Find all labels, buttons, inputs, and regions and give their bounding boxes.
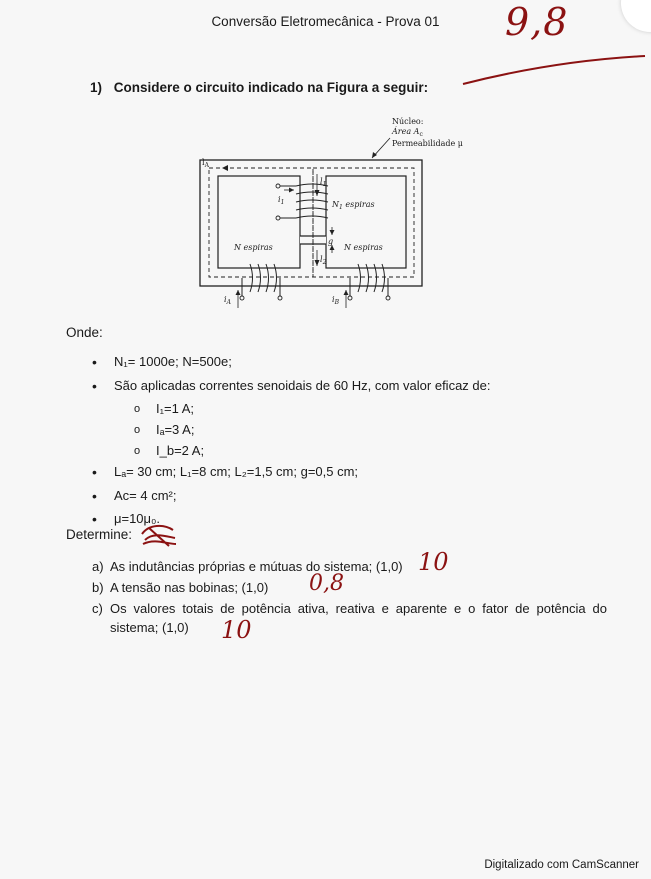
la-label: $l_A$	[202, 158, 209, 169]
n1-coil	[280, 184, 328, 218]
permeability-label: Permeabilidade μ	[392, 139, 463, 148]
scanner-footer: Digitalizado com CamScanner	[484, 859, 639, 871]
task-item-a: a) As indutâncias próprias e mútuas do sistema; (1,0)	[92, 559, 403, 574]
document-title: Conversão Eletromecânica - Prova 01	[211, 14, 440, 29]
right-coil	[350, 264, 388, 296]
task-list	[92, 557, 607, 639]
g-label: g	[328, 237, 334, 246]
left-coil-label: N espiras	[234, 243, 273, 252]
spec-item: • São aplicadas correntes senoidais de 60 Hz, com valor eficaz de:	[92, 377, 491, 394]
core-label: Núcleo:	[392, 117, 424, 126]
ia-label: $i_A$	[224, 295, 231, 306]
mark-c: 10	[221, 616, 252, 644]
current-item: o I₁=1 A;	[134, 401, 194, 416]
ib-label: $i_B$	[332, 295, 339, 306]
determine-label: Determine:	[66, 527, 133, 542]
grade-underline	[460, 50, 650, 90]
handwritten-grade: 9,8	[505, 0, 569, 44]
l1-label: $l_1$	[320, 177, 327, 188]
task-item-b: b) A tensão nas bobinas; (1,0)	[92, 580, 269, 595]
right-coil-label: N espiras	[344, 243, 383, 252]
current-item: o I_b=2 A;	[134, 443, 205, 458]
task-item-c: c) Os valores totais de potência ativa, reativa e aparente e o fator de potência do sistema; (1,0)	[92, 601, 607, 635]
spec-item: • μ=10μ₀.	[92, 511, 161, 527]
scribble-mark	[139, 522, 179, 548]
l2-label: $l_2$	[320, 255, 327, 266]
question-text: Considere o circuito indicado na Figura a seguir:	[113, 80, 429, 95]
where-label: Onde:	[66, 325, 103, 340]
question-heading	[90, 80, 428, 95]
circuit-figure	[192, 114, 492, 309]
spec-item: • Ac= 4 cm²;	[92, 487, 177, 504]
n1-label: $N_1$ espiras	[332, 200, 375, 211]
mark-b: 0,8	[309, 571, 344, 596]
question-number: 1)	[90, 80, 103, 95]
left-coil	[242, 264, 280, 296]
spec-list	[92, 352, 490, 533]
mark-a: 10	[418, 548, 449, 576]
spec-item: • Lₐ= 30 cm; L₁=8 cm; L₂=1,5 cm; g=0,5 cm;	[92, 464, 359, 480]
current-item: o Iₐ=3 A;	[134, 422, 195, 437]
area-label: Área $A_c$	[392, 127, 423, 138]
spec-item: • N₁= 1000e; N=500e;	[92, 354, 232, 370]
i1-label: $i_1$	[278, 195, 285, 206]
